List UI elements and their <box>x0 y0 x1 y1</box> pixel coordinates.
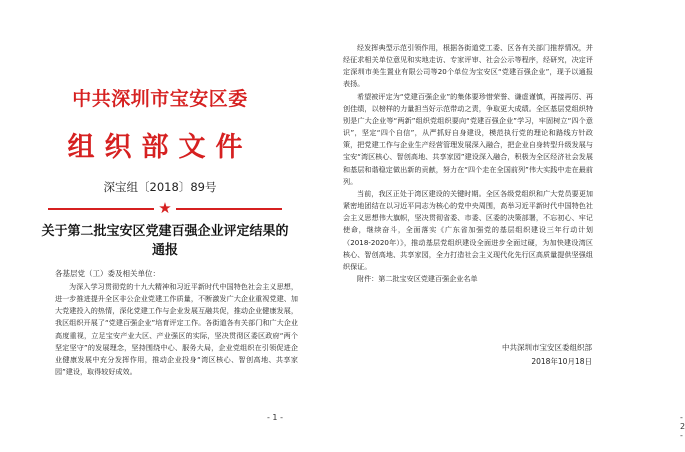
body-paragraph: 经发挥典型示范引领作用，根据各街道党工委、区各有关部门推荐情况，并经征求相关单位意见和实地走访、专家评审、社会公示等程序，经研究，决定评定深圳市美生置业有限公司等20个单位为宝安区“党建百强企业”，现予以通报表扬。 <box>343 43 593 89</box>
body-paragraph: 当前，我区正处于湾区建设的关键时期。全区各级党组织和广大党员要更加紧密地团结在以习近平同志为核心的党中央周围，高举习近平新时代中国特色社会主义思想伟大旗帜，坚决贯彻省委、市委、区委的决策部署，不忘初心、牢记使命，继续奋斗，全面落实《广东省加强党的基层组织建设三年行动计划（2018-2020年）》，推动基层党组织建设全面进步全面过硬，为加快建设湾区核心、智创高地、共享家园，全力打造社会主义现代化先行区高质量提供坚强组织保证。 <box>343 188 593 271</box>
body-text-block <box>343 42 593 285</box>
document-number: 深宝组〔2018〕89号 <box>103 180 217 194</box>
salutation: 各基层党（工）委及相关单位： <box>55 269 160 278</box>
page-number: - 2 - <box>680 413 685 440</box>
notice-title: 关于第二批宝安区党建百强企业评定结果的通报 <box>41 224 289 258</box>
red-divider <box>48 199 282 217</box>
document-page-2 <box>320 0 685 452</box>
divider-line-right <box>176 208 282 210</box>
issuing-organization: 中共深圳市宝安区委组织部 <box>502 343 592 352</box>
body-paragraph: 希望被评定为“党建百强企业”的集体要珍惜荣誉、谦虚谨慎，再接再厉、再创佳绩，以榜样的力量担当好示范带动之责，争取更大成绩。全区基层党组织特别是广大企业等“两新”组织党组织要向“党建百强企业”学习，牢固树立“四个意识”，坚定“四个自信”，从严抓好自身建设，模范执行党的理论和路线方针政策，把党建工作与企业生产经营管理发展深入融合，把企业自身转型升级发展与宝安“湾区核心、智创高地、共享家园”建设深入融合，积极为全区经济社会发展和基层和谐稳定做出新的贡献，努力在“四个走在全国前列”伟大实践中走在最前列。 <box>343 91 593 186</box>
divider-line-left <box>48 208 154 210</box>
body-paragraph: 为深入学习贯彻党的十九大精神和习近平新时代中国特色社会主义思想，进一步推进提升全区非公企业党建工作质量，不断激发广大企业重视党建、加大党建投入的热情，深化党建工作与企业发展互融共促，推动企业健康发展，我区组织开展了“党建百强企业”培育评定工作。各街道各有关部门和广大企业高度重视，立足宝安产业大区、产业强区的实际，坚决贯彻区委区政府“两个坚定坚守”的发展理念，坚持围绕中心、服务大局，企业党组织在引领促进企业健康发展中充分发挥作用，推动企业投身“湾区核心、智创高地、共享家园”建设，取得较好成效。 <box>55 282 298 377</box>
attachment-line: 附件：第二批宝安区党建百强企业名单 <box>357 273 478 283</box>
org-header: 中共深圳市宝安区委 <box>72 88 248 110</box>
document-page-1 <box>0 0 320 452</box>
issue-date: 2018年10月18日 <box>531 357 592 366</box>
star-icon: ★ <box>158 199 172 217</box>
document-type-header: 组织部文件 <box>67 132 253 163</box>
page-number: - 1 - <box>267 413 283 422</box>
